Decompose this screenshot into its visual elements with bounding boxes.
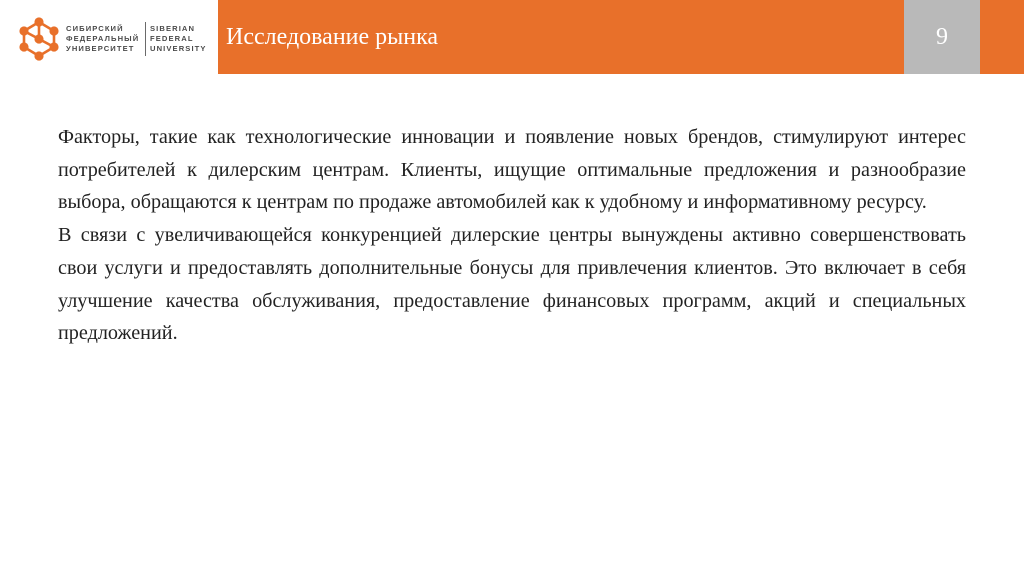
logo-divider bbox=[145, 22, 146, 56]
body-paragraph: В связи с увеличивающейся конкуренцией дилерские центры вынуждены активно совершенствовать свои услуги и предоставлять дополнительные бонусы для привлечения клиентов. Это включает в себя улучшение качества обслуживания, предоставление финансовых программ, акций и специальных предложений. bbox=[58, 224, 966, 345]
logo-ru-line: УНИВЕРСИТЕТ bbox=[66, 44, 135, 53]
logo-en-line: SIBERIAN bbox=[150, 24, 196, 33]
body-paragraph: Факторы, такие как технологические инновации и появление новых брендов, стимулируют интерес потребителей к дилерским центрам. Клиенты, ищущие оптимальные предложения и разнообразие выбора, обращаются к центрам по продаже автомобилей как к удобному и информативному ресурсу. bbox=[58, 126, 966, 214]
slide-body bbox=[58, 121, 966, 350]
logo-ru-line: СИБИРСКИЙ bbox=[66, 24, 124, 33]
logo-text-en bbox=[150, 24, 207, 54]
logo-en-line: FEDERAL bbox=[150, 34, 194, 43]
logo-en-line: UNIVERSITY bbox=[150, 44, 207, 53]
sfu-molecule-icon bbox=[16, 16, 62, 62]
slide-title: Исследование рынка bbox=[226, 24, 439, 50]
logo-ru-line: ФЕДЕРАЛЬНЫЙ bbox=[66, 34, 140, 43]
header-accent-strip bbox=[980, 0, 1024, 74]
page-number: 9 bbox=[936, 24, 948, 50]
page-number-box bbox=[904, 0, 980, 74]
university-logo bbox=[0, 0, 218, 74]
header-bar bbox=[218, 0, 904, 74]
logo-text-ru bbox=[66, 24, 139, 54]
